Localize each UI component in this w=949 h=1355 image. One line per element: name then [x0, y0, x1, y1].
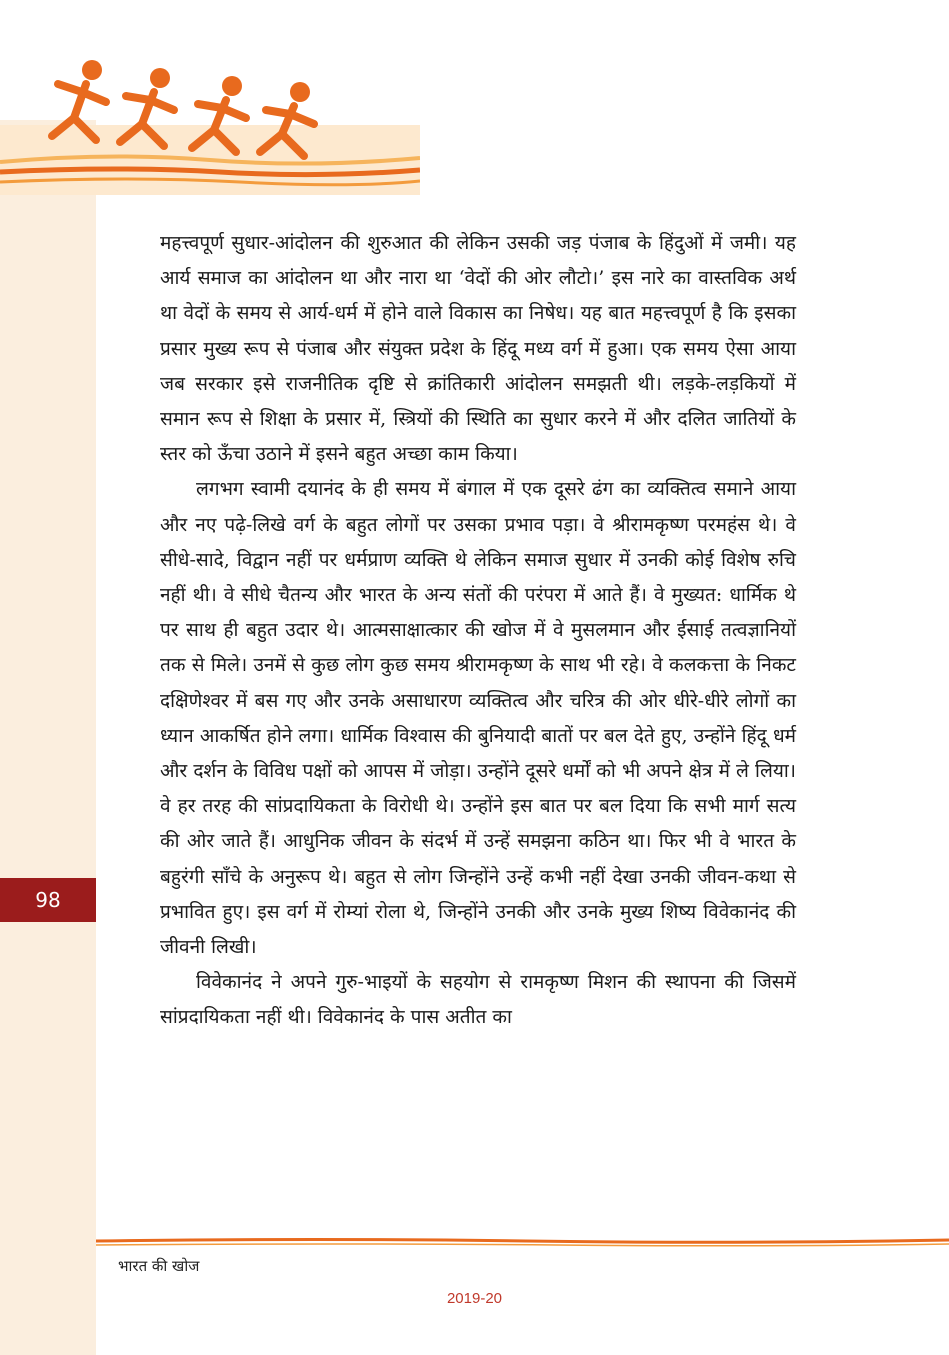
paragraph: लगभग स्वामी दयानंद के ही समय में बंगाल में एक दूसरे ढंग का व्यक्तित्व समाने आया और नए पढ़े-लिखे वर्ग के बहुत लोगों पर उसका प्रभाव पड़ा। वे श्रीरामकृष्ण परमहंस थे। वे सीधे-सादे, विद्वान नहीं पर धर्मप्राण व्यक्ति थे लेकिन समाज सुधार में उनकी कोई विशेष रुचि नहीं थी। वे सीधे चैतन्य और भारत के अन्य संतों की परंपरा में आते हैं। वे मुख्यत: धार्मिक थे पर साथ ही बहुत उदार थे। आत्मसाक्षात्कार की खोज में वे मुसलमान और ईसाई तत्वज्ञानियों तक से मिले। उनमें से कुछ लोग कुछ समय श्रीरामकृष्ण के साथ भी रहे। वे कलकत्ता के निकट दक्षिणेश्वर में बस गए और उनके असाधारण व्यक्तित्व और चरित्र की ओर धीरे-धीरे लोगों का ध्यान आकर्षित होने लगा। धार्मिक विश्वास की बुनियादी बातों पर बल देते हुए, उन्होंने हिंदू धर्म और दर्शन के विविध पक्षों को आपस में जोड़ा। उन्होंने दूसरे धर्मों को भी अपने क्षेत्र में ले लिया। वे हर तरह की सांप्रदायिकता के विरोधी थे। उन्होंने इस बात पर बल दिया कि सभी मार्ग सत्य की ओर जाते हैं। आधुनिक जीवन के संदर्भ में उन्हें समझना कठिन था। फिर भी वे भारत के बहुरंगी साँचे के अनुरूप थे। बहुत से लोग जिन्होंने उन्हें कभी नहीं देखा उनकी जीवन-कथा से प्रभावित हुए। इस वर्ग में रोम्यां रोला थे, जिन्होंने उनकी और उनके मुख्य शिष्य विवेकानंद की जीवनी लिखी।: [160, 478, 796, 959]
page-number: 98: [0, 878, 96, 922]
book-title: भारत की खोज: [118, 1257, 200, 1275]
paragraph: महत्त्वपूर्ण सुधार-आंदोलन की शुरुआत की लेकिन उसकी जड़ पंजाब के हिंदुओं में जमी। यह आर्य समाज का आंदोलन था और नारा था ‘वेदों की ओर लौटो।’ इस नारे का वास्तविक अर्थ था वेदों के समय से आर्य-धर्म में होने वाले विकास का निषेध। यह बात महत्त्वपूर्ण है कि इसका प्रसार मुख्य रूप से पंजाब और संयुक्त प्रदेश के हिंदू मध्य वर्ग में हुआ। एक समय ऐसा आया जब सरकार इसे राजनीतिक दृष्टि से क्रांतिकारी आंदोलन समझती थी। लड़के-लड़कियों में समान रूप से शिक्षा के प्रसार में, स्त्रियों की स्थिति का सुधार करने में और दलित जातियों के स्तर को ऊँचा उठाने में इसने बहुत अच्छा काम किया।: [160, 232, 796, 466]
paragraph: विवेकानंद ने अपने गुरु-भाइयों के सहयोग से रामकृष्ण मिशन की स्थापना की जिसमें सांप्रदायिकता नहीं थी। विवेकानंद के पास अतीत का: [160, 971, 796, 1029]
footer-divider: [96, 1236, 949, 1248]
body-text: [160, 226, 796, 1036]
running-figures-icon: [0, 0, 420, 200]
left-margin-strip: [0, 120, 96, 1355]
edition-year: 2019-20: [446, 1290, 503, 1307]
